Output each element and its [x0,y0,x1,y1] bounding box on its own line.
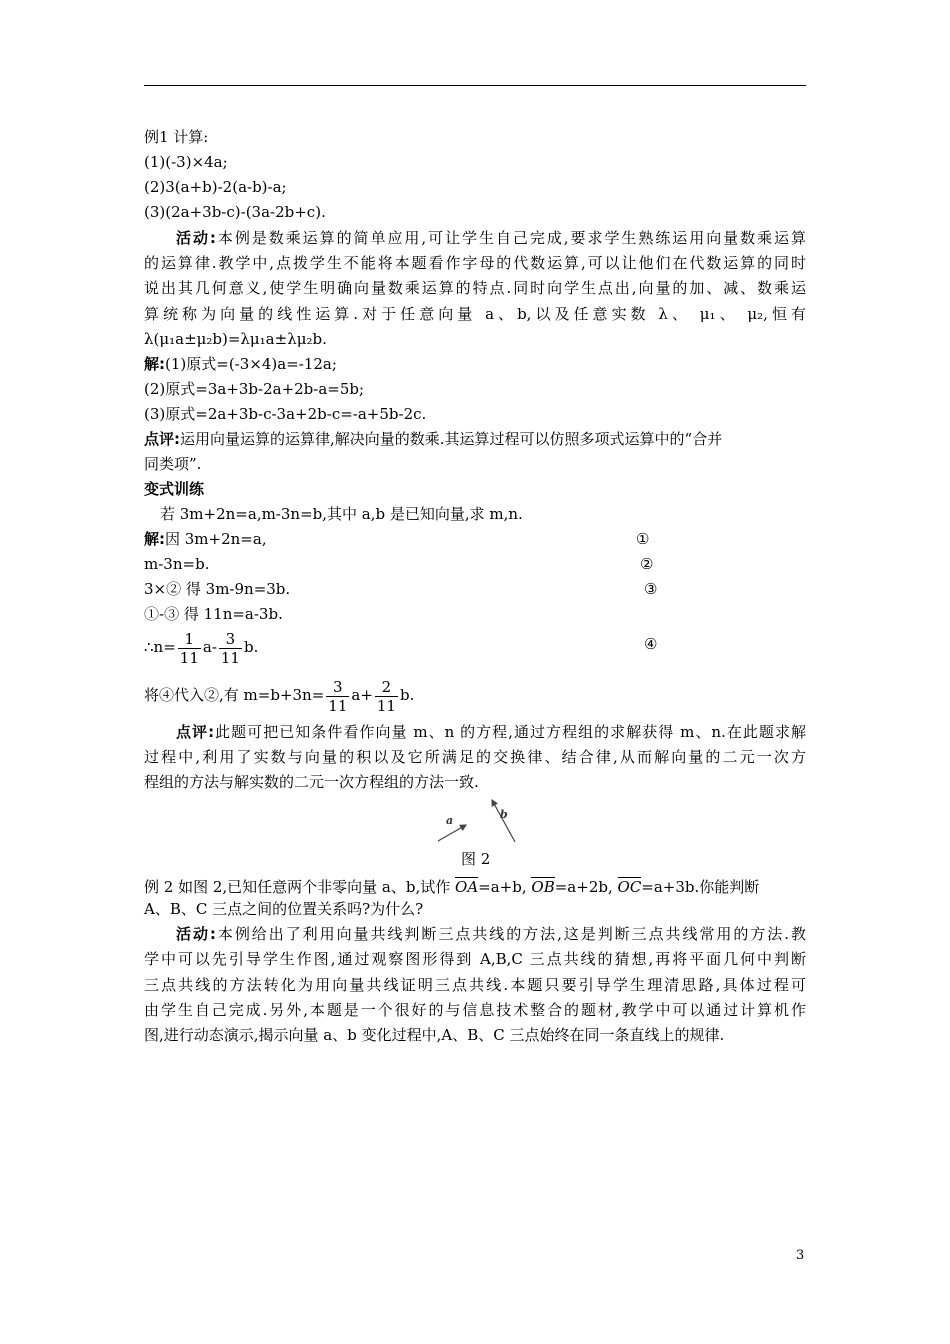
example1-comment-line-1: 点评:运用向量运算的运算律,解决向量的数乘.其运算过程可以仿照多项式运算中的“合并 [144,430,723,448]
figure-caption: 图 2 [461,850,491,868]
solution-label: 解: [144,355,165,373]
vector-ob: OB [531,878,555,896]
variant-problem: 若 3m+2n=a,m-3n=b,其中 a,b 是已知向量,求 m,n. [160,505,523,523]
vector-figure [430,796,520,846]
variant-line-3: 3×② 得 3m-9n=3b. [144,580,291,598]
variant-line-6: 将④代入②,有 m=b+3n= $\frac{3}{11}$ a+ $\frac{2}{11}$ b. [144,677,415,715]
example1-solution-line-1: 解:(1)原式=(-3×4)a=-12a; [144,355,337,373]
example2-activity-line-3: 三点共线的方法转化为用向量共线证明三点共线.本题只要引导学生理清思路,具体过程可 [144,976,806,994]
variant-line-1: 解:因 3m+2n=a, [144,530,267,548]
example1-comment-line-2: 同类项”. [144,455,202,473]
example1-activity-line-1: 活动:本例是数乘运算的简单应用,可让学生自己完成,要求学生熟练运用向量数乘运算 [176,229,806,247]
vector-a-arrow [438,825,466,841]
vector-b-arrow [492,800,515,842]
example2-activity-line-1: 活动:本例给出了利用向量共线判断三点共线的方法,这是判断三点共线常用的方法.教 [176,925,806,943]
variant-line-2: m-3n=b. [144,555,210,573]
example1-solution-line-3: (3)原式=2a+3b-c-3a+2b-c=-a+5b-2c. [144,405,427,423]
example1-item-1: (1)(-3)×4a; [144,153,228,171]
eq-mark-2: ② [640,555,654,573]
variant-heading: 变式训练 [144,480,205,498]
example2-line-1: 例 2 如图 2,已知任意两个非零向量 a、b,试作 OA=a+b, OB=a+2b, OC=a+3b.你能判断 [144,878,760,896]
variant-comment-line-2: 过程中,利用了实数与向量的积以及它所满足的交换律、结合律,从而解向量的二元一次方 [144,748,806,766]
variant-comment-label: 点评: [176,723,215,741]
eq-mark-4: ④ [644,635,658,653]
example1-item-3: (3)(2a+3b-c)-(3a-2b+c). [144,203,326,221]
example2-line-2: A、B、C 三点之间的位置关系吗?为什么? [144,900,424,918]
variant-solution-label: 解: [144,530,165,548]
variant-comment-line-3: 程组的方法与解实数的二元一次方程组的方法一致. [144,773,479,791]
fraction-3-over-11: $\frac{3}{11}$ [220,629,240,667]
header-rule [144,85,806,86]
variant-comment-line-1: 点评:此题可把已知条件看作向量 m、n 的方程,通过方程组的求解获得 m、n.在此题求解 [176,723,806,741]
example2-activity-line-4: 由学生自己完成.另外,本题是一个很好的与信息技术整合的题材,教学中可以通过计算机作 [144,1001,806,1019]
page-number: 3 [796,1248,805,1263]
eq-mark-1: ① [636,530,650,548]
example1-activity-line-3: 说出其几何意义,使学生明确向量数乘运算的特点.同时向学生点出,向量的加、减、数乘运 [144,279,806,297]
example2-activity-line-2: 学中可以先引导学生作图,通过观察图形得到 A,B,C 三点共线的猜想,再将平面几何中判断 [144,950,806,968]
fraction-1-over-11: $\frac{1}{11}$ [179,629,199,667]
activity-label: 活动: [176,229,216,247]
example1-solution-line-2: (2)原式=3a+3b-2a+2b-a=5b; [144,380,365,398]
example2-activity-label: 活动: [176,925,216,943]
example1-activity-line-2: 的运算律.教学中,点拨学生不能将本题看作字母的代数运算,可以让他们在代数运算的同时 [144,254,806,272]
example2-activity-line-5: 图,进行动态演示,揭示向量 a、b 变化过程中,A、B、C 三点始终在同一条直线上的规律. [144,1026,725,1044]
comment-label: 点评: [144,430,180,448]
variant-line-5: ∴n= $\frac{1}{11}$ a- $\frac{3}{11}$ b. [144,629,259,667]
example1-item-2: (2)3(a+b)-2(a-b)-a; [144,178,287,196]
fraction-3-over-11-b: $\frac{3}{11}$ [328,677,348,715]
vector-oa: OA [455,878,479,896]
vector-a-label: a [446,814,454,827]
eq-mark-3: ③ [644,580,658,598]
fraction-2-over-11: $\frac{2}{11}$ [376,677,396,715]
vector-oc: OC [617,878,642,896]
variant-line-4: ①-③ 得 11n=a-3b. [144,605,283,623]
example1-activity-line-5: λ(μ₁a±μ₂b)=λμ₁a±λμ₂b. [144,330,327,348]
example1-activity-line-4: 算统称为向量的线性运算.对于任意向量 a、b,以及任意实数 λ、 μ₁、 μ₂,恒有 [144,305,806,323]
vector-b-label: b [500,808,508,821]
example1-title: 例1 计算: [144,128,209,146]
